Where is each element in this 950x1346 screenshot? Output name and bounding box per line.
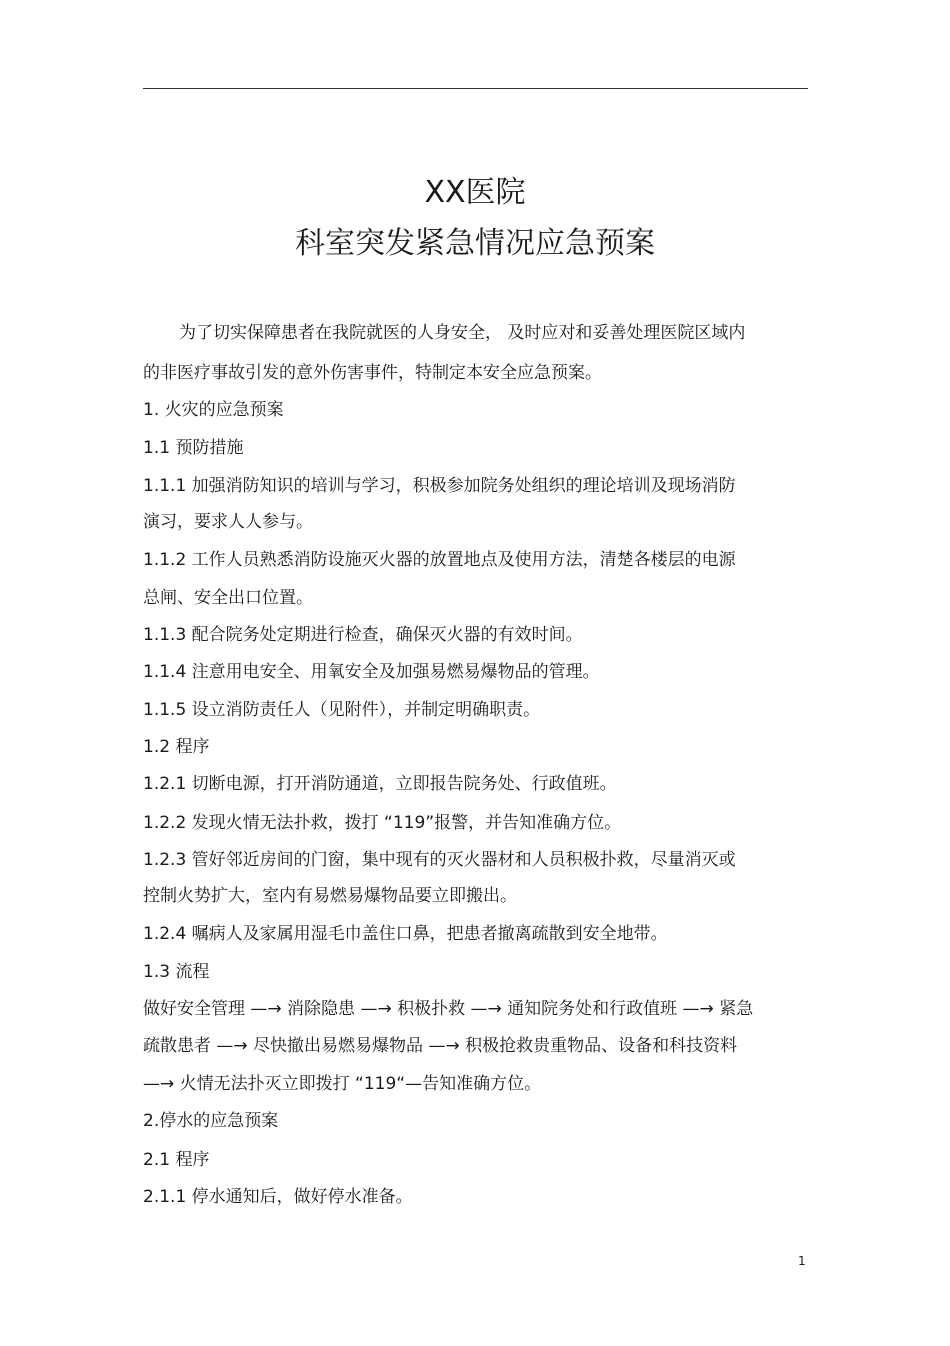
body-line: 1.1.2 工作人员熟悉消防设施灭火器的放置地点及使用方法，清楚各楼层的电源 (143, 550, 736, 570)
section-heading: 2.停水的应急预案 (143, 1111, 279, 1131)
section-heading: 1. 火灾的应急预案 (143, 400, 284, 420)
body-line: 1.2.2 发现火情无法扑救，拨打 “119”报警，并告知准确方位。 (143, 813, 622, 833)
body-line: 1.2.1 切断电源，打开消防通道，立即报告院务处、行政值班。 (143, 774, 617, 794)
body-line: 总闸、安全出口位置。 (143, 588, 313, 608)
subsection-heading: 1.3 流程 (143, 962, 210, 982)
plan-title: 科室突发紧急情况应急预案 (295, 226, 655, 261)
hospital-name: XX医院 (424, 175, 526, 210)
flow-line: —→ 火情无法扑灭立即拨打 “119“—告知准确方位。 (143, 1074, 542, 1094)
body-line: 1.1.4 注意用电安全、用氧安全及加强易燃易爆物品的管理。 (143, 662, 600, 682)
body-line: 2.1.1 停水通知后，做好停水准备。 (143, 1187, 413, 1207)
subsection-heading: 1.2 程序 (143, 737, 210, 757)
body-line: 1.1.5 设立消防责任人（见附件），并制定明确职责。 (143, 700, 541, 720)
subsection-heading: 2.1 程序 (143, 1150, 210, 1170)
body-line: 为了切实保障患者在我院就医的人身安全， 及时应对和妥善处理医院区域内 (179, 323, 746, 343)
body-line: 1.1.1 加强消防知识的培训与学习，积极参加院务处组织的理论培训及现场消防 (143, 476, 736, 496)
body-line: 演习，要求人人参与。 (143, 512, 313, 532)
body-line: 1.2.4 嘱病人及家属用湿毛巾盖住口鼻，把患者撤离疏散到安全地带。 (143, 924, 668, 944)
body-line: 1.2.3 管好邻近房间的门窗，集中现有的灭火器材和人员积极扑救，尽量消灭或 (143, 850, 736, 870)
flow-line: 做好安全管理 —→ 消除隐患 —→ 积极扑救 —→ 通知院务处和行政值班 —→ 紧急 (143, 999, 754, 1019)
body-line: 1.1.3 配合院务处定期进行检查，确保灭火器的有效时间。 (143, 625, 583, 645)
body-line: 的非医疗事故引发的意外伤害事件，特制定本安全应急预案。 (143, 363, 602, 383)
header-rule (143, 88, 808, 89)
page-number: 1 (798, 1254, 806, 1268)
subsection-heading: 1.1 预防措施 (143, 438, 244, 458)
flow-line: 疏散患者 —→ 尽快撤出易燃易爆物品 —→ 积极抢救贵重物品、设备和科技资料 (143, 1036, 738, 1056)
body-line: 控制火势扩大，室内有易燃易爆物品要立即搬出。 (143, 886, 517, 906)
